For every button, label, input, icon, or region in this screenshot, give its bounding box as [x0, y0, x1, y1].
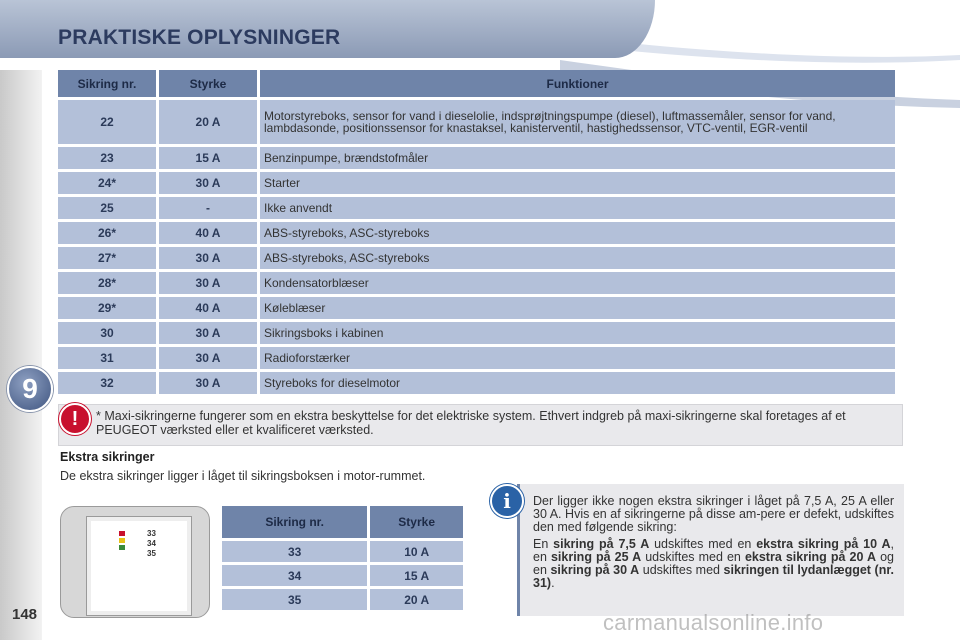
body-text: En — [533, 537, 554, 551]
table-header-row — [222, 506, 463, 538]
table-header-row — [58, 70, 895, 97]
column-header: Styrke — [159, 70, 257, 97]
fuse-rating-cell: 30 A — [159, 172, 257, 194]
body-text: udskiftes med en — [641, 550, 745, 564]
fuse-number-cell: 26* — [58, 222, 156, 244]
fuse-number-cell: 31 — [58, 347, 156, 369]
left-margin-bar — [0, 70, 42, 640]
emphasis-text: ekstra sikring på 20 A — [744, 550, 877, 564]
fuse-number-cell: 27* — [58, 247, 156, 269]
fuse-number-cell: 30 — [58, 322, 156, 344]
fuse-rating-cell: - — [159, 197, 257, 219]
fuse-number-cell: 24* — [58, 172, 156, 194]
fuse-rating-cell: 15 A — [370, 565, 463, 586]
info-paragraph: Der ligger ikke nogen ekstra sikringer i låget på 7,5 A, 25 A eller 30 A. Hvis en af sikringerne på disse am-pere er defekt, udskiftes den med følgende sikring: — [533, 494, 894, 534]
fusebox-lid-panel — [87, 517, 191, 615]
body-text: . — [551, 576, 555, 590]
fuse-function-cell: Benzinpumpe, brændstofmåler — [260, 147, 895, 169]
warning-icon: ! — [59, 403, 91, 435]
column-header: Styrke — [370, 506, 463, 538]
emphasis-text: ekstra sikring på 10 A — [756, 537, 891, 551]
fuse-function-cell: Ikke anvendt — [260, 197, 895, 219]
fuse-35-marker — [119, 545, 125, 550]
page-title: PRAKTISKE OPLYSNINGER — [58, 26, 341, 49]
page-header — [0, 0, 960, 70]
section-body: De ekstra sikringer ligger i låget til sikringsboksen i motor-rummet. — [60, 469, 426, 483]
fuse-number-cell: 32 — [58, 372, 156, 394]
body-text: udskiftes med — [639, 563, 724, 577]
fuse-function-cell: Radioforstærker — [260, 347, 895, 369]
fuse-number-cell: 33 — [222, 541, 367, 562]
fuse-number-cell: 29* — [58, 297, 156, 319]
emphasis-text: sikring på 25 A — [550, 550, 642, 564]
extra-fuse-table — [219, 503, 466, 613]
table-row — [58, 197, 895, 219]
fuse-number-cell: 28* — [58, 272, 156, 294]
fuse-rating-cell: 10 A — [370, 541, 463, 562]
diagram-label: 35 — [147, 549, 156, 558]
fuse-rating-cell: 30 A — [159, 272, 257, 294]
fuse-function-cell: ABS-styreboks, ASC-styreboks — [260, 247, 895, 269]
body-text: udskiftes med en — [649, 537, 757, 551]
table-row — [58, 247, 895, 269]
table-row — [222, 589, 463, 610]
body-text: og en — [533, 550, 894, 577]
table-row — [58, 297, 895, 319]
fuse-function-cell: Styreboks for dieselmotor — [260, 372, 895, 394]
table-row — [58, 322, 895, 344]
table-row — [222, 565, 463, 586]
fusebox-lid-diagram — [60, 506, 210, 618]
section-heading: Ekstra sikringer — [60, 450, 155, 464]
fuse-rating-cell: 30 A — [159, 247, 257, 269]
fuse-rating-cell: 30 A — [159, 347, 257, 369]
fuse-rating-cell: 20 A — [159, 100, 257, 144]
fuse-table — [55, 67, 898, 397]
chapter-badge: 9 — [7, 366, 53, 412]
fuse-number-cell: 34 — [222, 565, 367, 586]
fuse-rating-cell: 15 A — [159, 147, 257, 169]
fuse-number-cell: 22 — [58, 100, 156, 144]
watermark: carmanualsonline.info — [603, 610, 824, 635]
fuse-function-cell: ABS-styreboks, ASC-styreboks — [260, 222, 895, 244]
table-row — [58, 372, 895, 394]
info-paragraph-replacement — [533, 538, 894, 590]
fuse-number-cell: 23 — [58, 147, 156, 169]
fuse-rating-cell: 30 A — [159, 372, 257, 394]
fuse-function-cell: Starter — [260, 172, 895, 194]
column-header: Sikring nr. — [58, 70, 156, 97]
table-row — [58, 222, 895, 244]
emphasis-text: sikringen til lydanlægget (nr. 31) — [533, 563, 894, 590]
fuse-33-marker — [119, 531, 125, 536]
diagram-label: 33 — [147, 529, 156, 538]
table-row — [58, 100, 895, 144]
table-row — [222, 541, 463, 562]
fuse-rating-cell: 20 A — [370, 589, 463, 610]
fuse-function-cell: Køleblæser — [260, 297, 895, 319]
fuse-rating-cell: 40 A — [159, 297, 257, 319]
fuse-function-cell: Motorstyreboks, sensor for vand i dieselolie, indsprøjtningspumpe (diesel), luftmassemåler, sensor for vand, lambdasonde, positionssensor for knastaksel, kanisterventil, hastighedssensor, VTC-ventil, EGR-ventil — [260, 100, 895, 144]
body-text: , en — [533, 537, 894, 564]
emphasis-text: sikring på 30 A — [550, 563, 640, 577]
fuse-function-cell: Kondensatorblæser — [260, 272, 895, 294]
fuse-number-cell: 35 — [222, 589, 367, 610]
fuse-function-cell: Sikringsboks i kabinen — [260, 322, 895, 344]
fuse-rating-cell: 30 A — [159, 322, 257, 344]
emphasis-text: sikring på 7,5 A — [553, 537, 650, 551]
warning-text: * Maxi-sikringerne fungerer som en ekstra beskyttelse for det elektriske system. Ethvert indgreb på maxi-sikringerne skal foretages af et PEUGEOT værksted eller et kvalificeret værksted. — [96, 409, 846, 437]
column-header: Funktioner — [260, 70, 895, 97]
info-icon: i — [490, 484, 524, 518]
table-row — [58, 272, 895, 294]
column-header: Sikring nr. — [222, 506, 367, 538]
table-row — [58, 147, 895, 169]
diagram-label: 34 — [147, 539, 156, 548]
info-box — [517, 484, 904, 616]
page-number: 148 — [12, 606, 38, 623]
table-row — [58, 172, 895, 194]
fuse-number-cell: 25 — [58, 197, 156, 219]
fuse-34-marker — [119, 538, 125, 543]
fuse-rating-cell: 40 A — [159, 222, 257, 244]
table-row — [58, 347, 895, 369]
